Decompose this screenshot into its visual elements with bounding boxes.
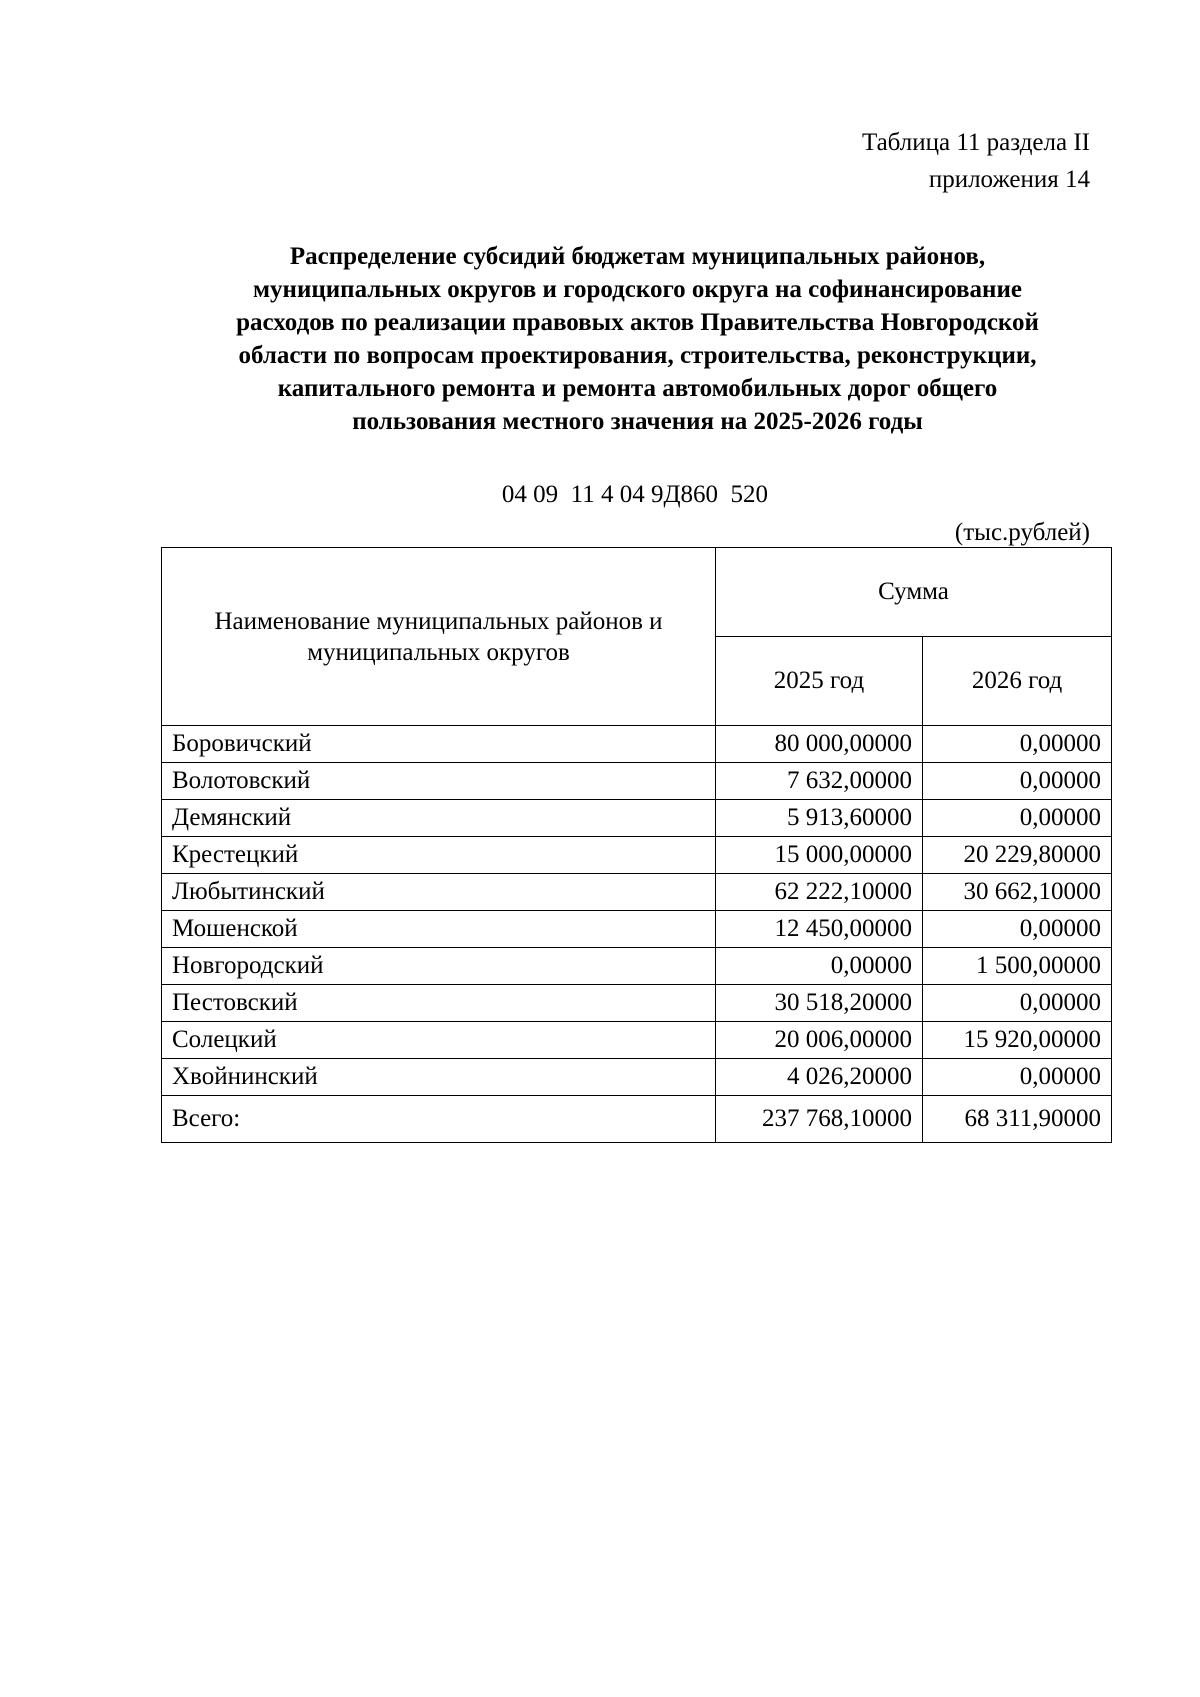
table-row bbox=[162, 763, 1112, 800]
amount-2026: 0,00000 bbox=[923, 911, 1112, 948]
table-row bbox=[162, 948, 1112, 985]
district-name: Демянский bbox=[162, 800, 716, 837]
table-header-row bbox=[162, 548, 1112, 637]
header-year-2025: 2025 год bbox=[716, 637, 923, 726]
budget-code: 04 09 11 4 04 9Д860 520 bbox=[501, 481, 769, 508]
amount-2026: 0,00000 bbox=[923, 800, 1112, 837]
amount-2026: 1 500,00000 bbox=[923, 948, 1112, 985]
attachment-line-1: Таблица 11 раздела II bbox=[861, 129, 1090, 156]
document-title bbox=[160, 240, 1115, 438]
title-line: расходов по реализации правовых актов Правительства Новгородской bbox=[236, 309, 1039, 336]
amount-2026: 20 229,80000 bbox=[923, 837, 1112, 874]
amount-2025: 30 518,20000 bbox=[716, 985, 923, 1022]
header-name-line-2: муниципальных округов bbox=[307, 638, 570, 666]
amount-2025: 0,00000 bbox=[716, 948, 923, 985]
amount-2026: 30 662,10000 bbox=[923, 874, 1112, 911]
table-row bbox=[162, 800, 1112, 837]
title-line: Распределение субсидий бюджетам муниципальных районов, bbox=[289, 243, 986, 270]
header-sum-cell: Сумма bbox=[716, 548, 1112, 637]
amount-2025: 4 026,20000 bbox=[716, 1059, 923, 1096]
amount-2026: 15 920,00000 bbox=[923, 1022, 1112, 1059]
total-label: Всего: bbox=[162, 1096, 716, 1143]
table-row bbox=[162, 874, 1112, 911]
header-name-line-1: Наименование муниципальных районов и bbox=[214, 607, 663, 635]
amount-2025: 62 222,10000 bbox=[716, 874, 923, 911]
amount-2025: 80 000,00000 bbox=[716, 726, 923, 763]
district-name: Солецкий bbox=[162, 1022, 716, 1059]
district-name: Боровичский bbox=[162, 726, 716, 763]
amount-2026: 0,00000 bbox=[923, 763, 1112, 800]
table-row bbox=[162, 911, 1112, 948]
table-row bbox=[162, 837, 1112, 874]
district-name: Новгородский bbox=[162, 948, 716, 985]
table-row bbox=[162, 1059, 1112, 1096]
amount-2025: 15 000,00000 bbox=[716, 837, 923, 874]
table-row bbox=[162, 985, 1112, 1022]
amount-2025: 20 006,00000 bbox=[716, 1022, 923, 1059]
total-2026: 68 311,90000 bbox=[923, 1096, 1112, 1143]
header-name-cell bbox=[162, 548, 716, 726]
subsidy-table bbox=[161, 547, 1112, 1143]
unit-label: (тыс.рублей) bbox=[954, 519, 1090, 546]
title-line: муниципальных округов и городского округа на софинансирование bbox=[253, 276, 1022, 303]
amount-2025: 5 913,60000 bbox=[716, 800, 923, 837]
title-line: пользования местного значения на 2025-2026 годы bbox=[352, 408, 923, 435]
title-line: области по вопросам проектирования, строительства, реконструкции, bbox=[238, 342, 1037, 369]
amount-2026: 0,00000 bbox=[923, 1059, 1112, 1096]
attachment-reference bbox=[862, 124, 1090, 198]
amount-2025: 12 450,00000 bbox=[716, 911, 923, 948]
amount-2026: 0,00000 bbox=[923, 726, 1112, 763]
district-name: Пестовский bbox=[162, 985, 716, 1022]
amount-2025: 7 632,00000 bbox=[716, 763, 923, 800]
district-name: Волотовский bbox=[162, 763, 716, 800]
district-name: Хвойнинский bbox=[162, 1059, 716, 1096]
table-row bbox=[162, 726, 1112, 763]
district-name: Крестецкий bbox=[162, 837, 716, 874]
table-row bbox=[162, 1022, 1112, 1059]
district-name: Мошенской bbox=[162, 911, 716, 948]
title-line: капитального ремонта и ремонта автомобильных дорог общего bbox=[277, 375, 998, 402]
attachment-line-2: приложения 14 bbox=[928, 166, 1090, 193]
total-2025: 237 768,10000 bbox=[716, 1096, 923, 1143]
district-name: Любытинский bbox=[162, 874, 716, 911]
amount-2026: 0,00000 bbox=[923, 985, 1112, 1022]
table-total-row bbox=[162, 1096, 1112, 1143]
header-year-2026: 2026 год bbox=[923, 637, 1112, 726]
